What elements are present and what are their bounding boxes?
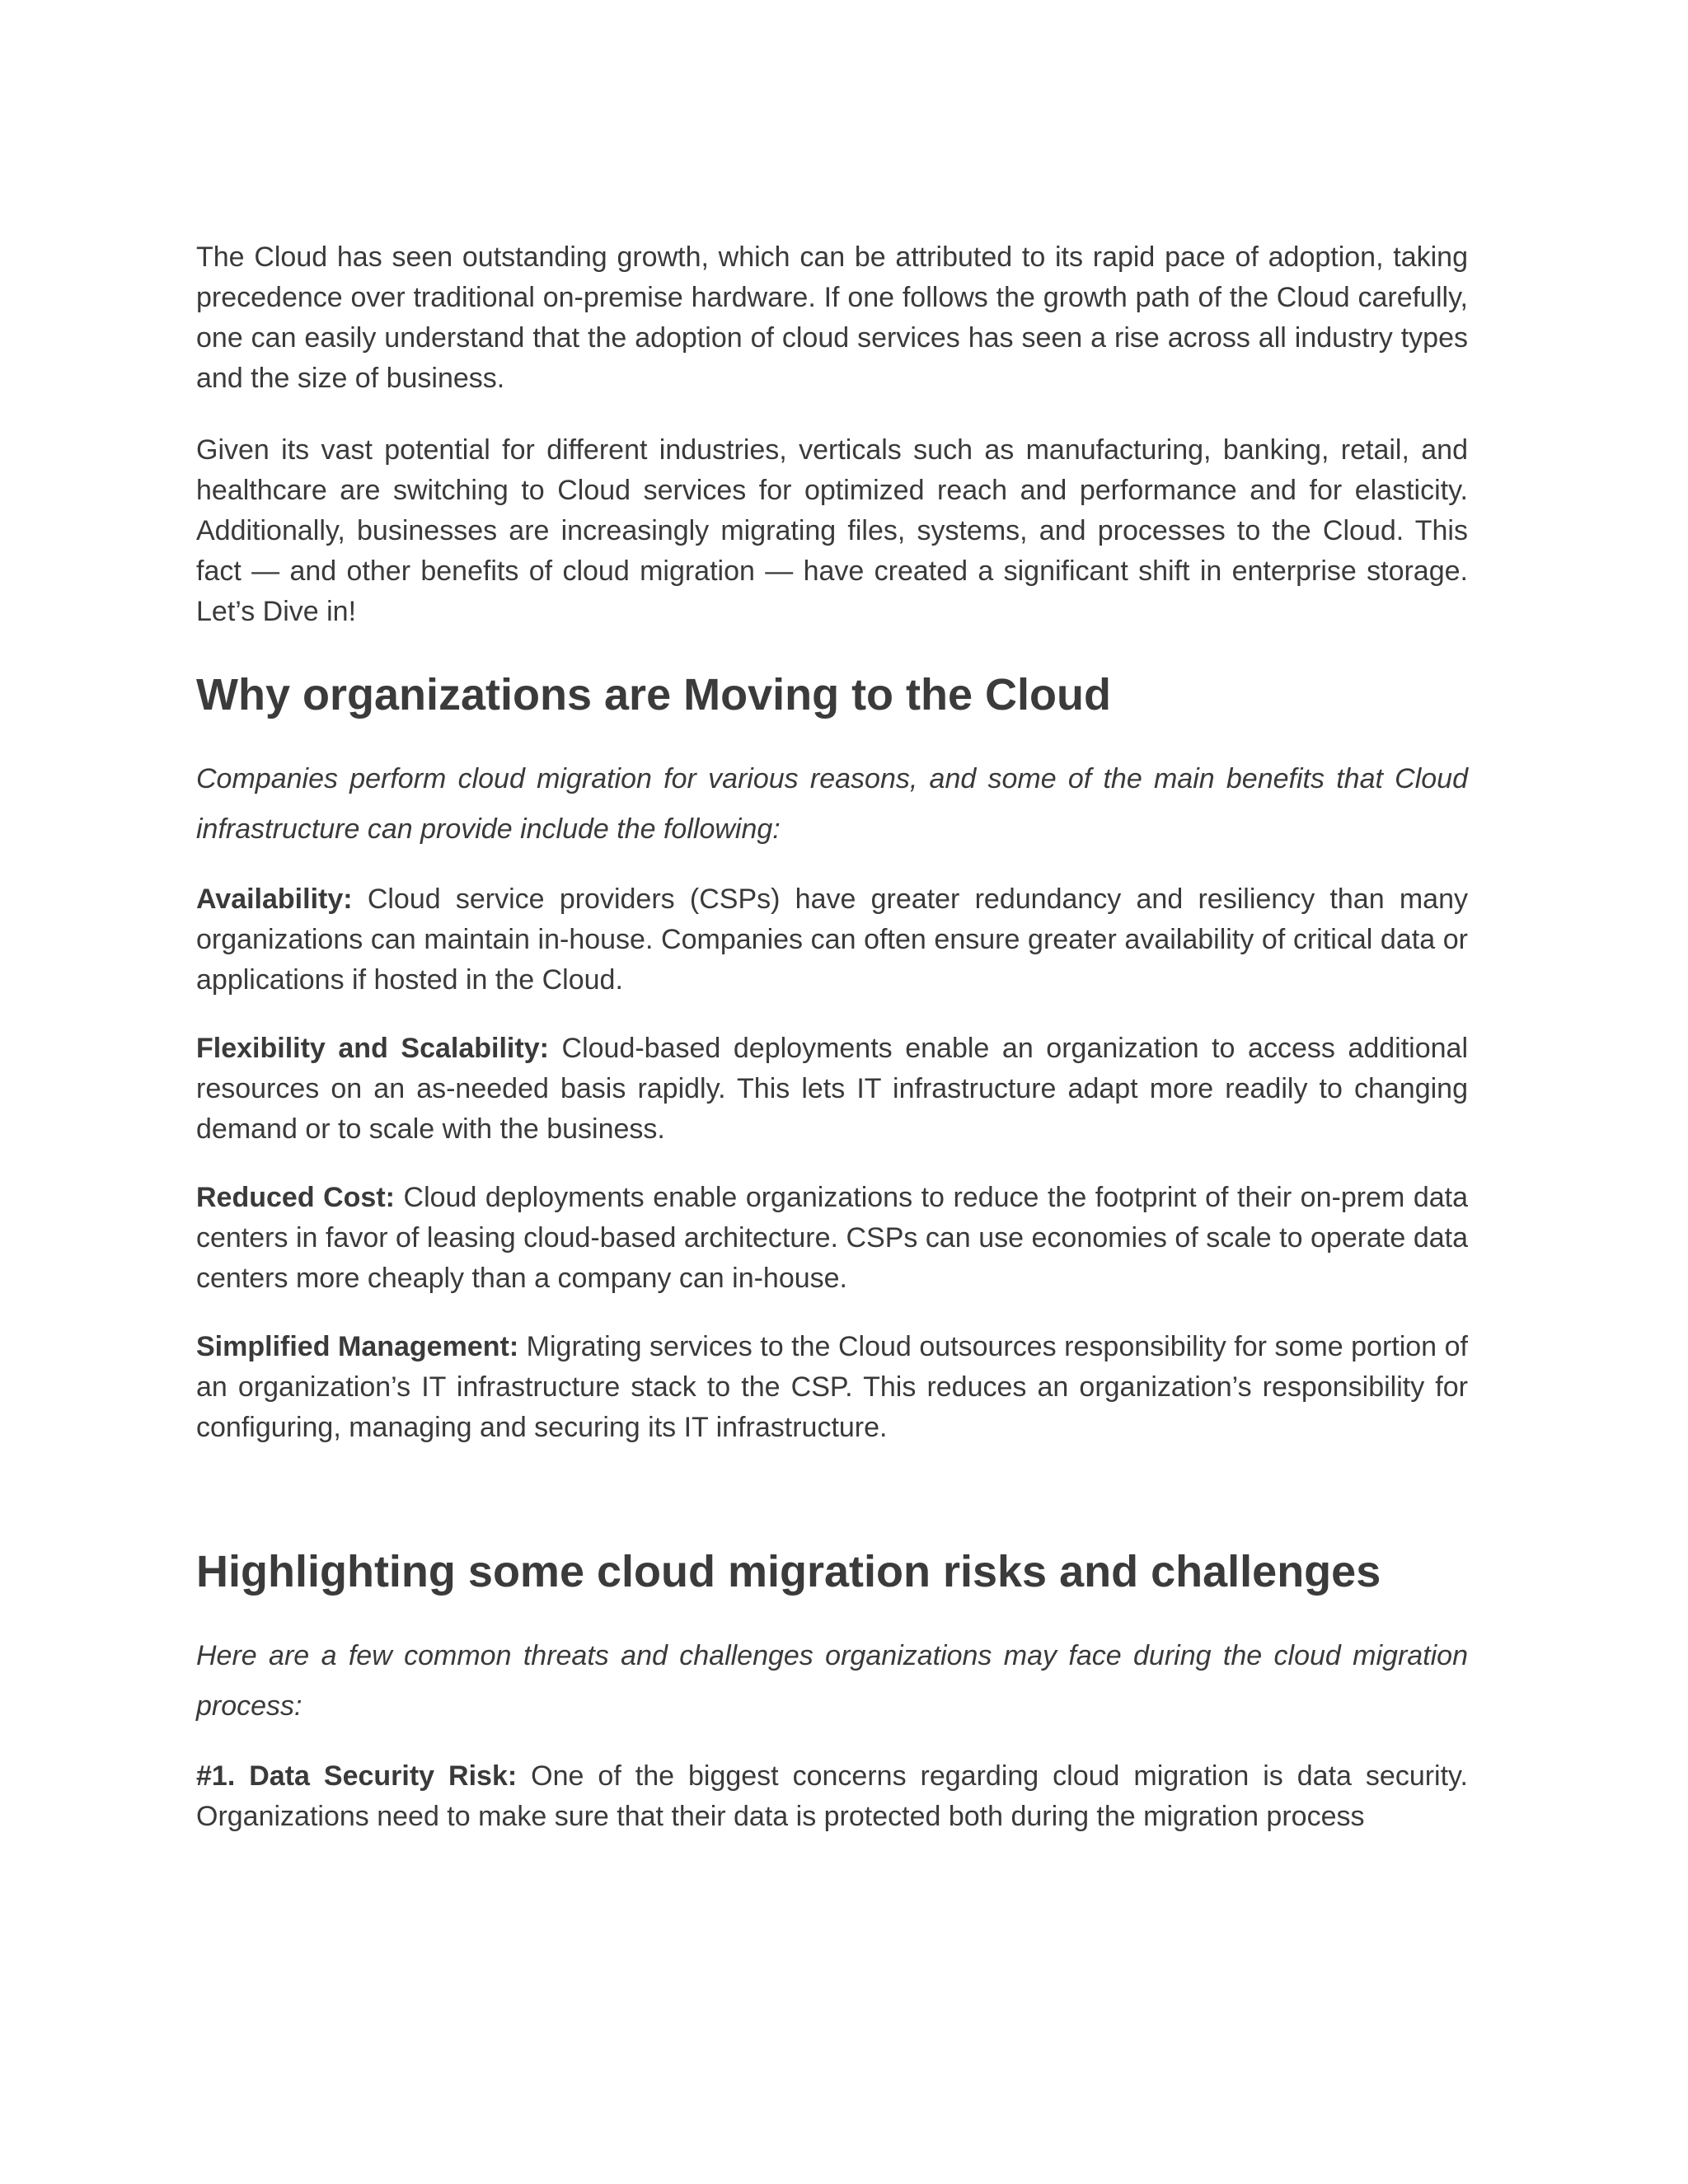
intro-paragraph-2: Given its vast potential for different industries, verticals such as manufacturing, banking, retail, and healthcare are switching to Cloud services for optimized reach and performance and for elasticity. Additionally, businesses are increasingly migrating files, systems, and processes to the Cloud. This fact — and other benefits of cloud migration — have created a significant shift in enterprise storage. Let’s Dive in! (196, 434, 1468, 627)
benefit-simplified-management (196, 1327, 1468, 1448)
risk-data-security (196, 1756, 1468, 1837)
benefit-text: Cloud deployments enable organizations to reduce the footprint of their on-prem data centers in favor of leasing cloud-based architecture. CSPs can use economies of scale to operate data centers more cheaply than a company can in-house. (196, 1182, 1468, 1294)
benefit-reduced-cost (196, 1178, 1468, 1299)
why-section-lead: Companies perform cloud migration for various reasons, and some of the main benefits that Cloud infrastructure can provide include the following: (196, 763, 1468, 845)
why-section-heading: Why organizations are Moving to the Cloud (196, 670, 1112, 719)
benefit-flexibility (196, 1029, 1468, 1150)
risk-section-lead: Here are a few common threats and challenges organizations may face during the cloud migration process: (196, 1640, 1468, 1722)
benefit-label: Reduced Cost: (196, 1182, 395, 1213)
benefit-text: Migrating services to the Cloud outsources responsibility for some portion of an organization’s IT infrastructure stack to the CSP. This reduces an organization’s responsibility for configuring, managing and securing its IT infrastructure. (196, 1331, 1468, 1443)
risk-text: One of the biggest concerns regarding cloud migration is data security. Organizations need to make sure that their data is protected both during the migration process (196, 1760, 1468, 1832)
intro-paragraph-1: The Cloud has seen outstanding growth, which can be attributed to its rapid pace of adoption, taking precedence over traditional on-premise hardware. If one follows the growth path of the Cloud carefully, one can easily understand that the adoption of cloud services has seen a rise across all industry types and the size of business. (196, 241, 1468, 394)
risk-label: #1. Data Security Risk: (196, 1760, 518, 1792)
benefit-label: Simplified Management: (196, 1331, 519, 1362)
benefit-label: Availability: (196, 883, 353, 915)
benefit-text: Cloud-based deployments enable an organization to access additional resources on an as-needed basis rapidly. This lets IT infrastructure adapt more readily to changing demand or to scale with the business. (196, 1033, 1468, 1145)
benefit-availability (196, 879, 1468, 1001)
benefit-label: Flexibility and Scalability: (196, 1033, 549, 1064)
document-page (196, 237, 1468, 1837)
benefit-text: Cloud service providers (CSPs) have greater redundancy and resiliency than many organizations can maintain in-house. Companies can often ensure greater availability of critical data or applications if hosted in the Cloud. (196, 883, 1468, 996)
risk-section-heading: Highlighting some cloud migration risks and challenges (196, 1547, 1381, 1596)
